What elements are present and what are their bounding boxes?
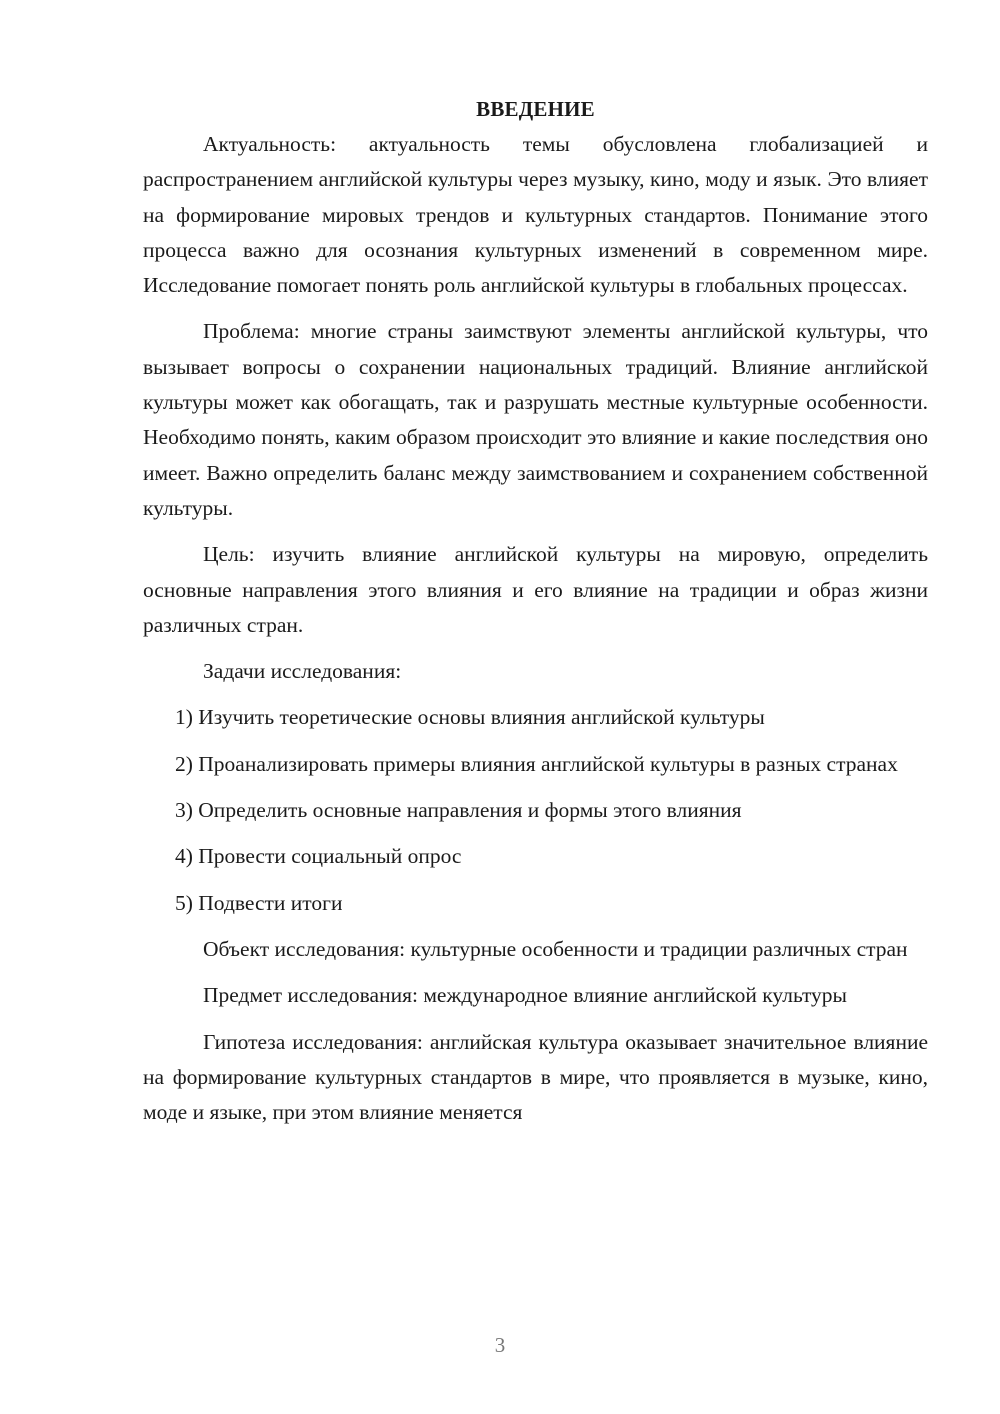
paragraph-relevance: Актуальность: актуальность темы обусловлена глобализацией и распространением английской культуры через музыку, кино, моду и язык. Это влияет на формирование мировых трендов и культурных стандартов. Понимание этого процесса важно для осознания культурных изменений в современном мире. Исследование помогает понять роль английской культуры в глобальных процессах. bbox=[143, 132, 928, 298]
task-item: 3) Определить основные направления и формы этого влияния bbox=[175, 798, 742, 823]
paragraph-spacer bbox=[143, 967, 928, 978]
task-item: 2) Проанализировать примеры влияния английской культуры в разных странах bbox=[175, 751, 898, 776]
paragraph-hypothesis: Гипотеза исследования: английская культура оказывает значительное влияние на формирование культурных стандартов в мире, что проявляется в музыке, кино, моде и языке, при этом влияние меняется bbox=[143, 1029, 928, 1125]
paragraph-spacer bbox=[143, 828, 928, 839]
paragraph-spacer bbox=[143, 303, 928, 314]
page-number: 3 bbox=[494, 1333, 506, 1357]
document-page bbox=[143, 92, 928, 1130]
paragraph-spacer bbox=[143, 921, 928, 932]
task-item: 4) Провести социальный опрос bbox=[175, 844, 462, 869]
paragraph-spacer bbox=[143, 1014, 928, 1025]
tasks-heading: Задачи исследования: bbox=[203, 659, 402, 684]
paragraph-spacer bbox=[143, 526, 928, 537]
paragraph-spacer bbox=[143, 689, 928, 700]
page-title: ВВЕДЕНИЕ bbox=[476, 97, 595, 121]
paragraph-goal: Цель: изучить влияние английской культуры на мировую, определить основные направления этого влияния и его влияние на традиции и образ жизни различных стран. bbox=[143, 542, 928, 637]
paragraph-spacer bbox=[143, 782, 928, 793]
paragraph-spacer bbox=[143, 736, 928, 747]
task-item: 1) Изучить теоретические основы влияния английской культуры bbox=[175, 705, 765, 730]
task-item: 5) Подвести итоги bbox=[175, 890, 343, 915]
paragraph-problem: Проблема: многие страны заимствуют элементы английской культуры, что вызывает вопросы о сохранении национальных традиций. Влияние английской культуры может как обогащать, так и разрушать местные культурные особенности. Необходимо понять, каким образом происходит это влияние и какие последствия оно имеет. Важно определить баланс между заимствованием и сохранением собственной культуры. bbox=[143, 319, 928, 520]
paragraph-spacer bbox=[143, 875, 928, 886]
paragraph-spacer bbox=[143, 643, 928, 654]
paragraph-object: Объект исследования: культурные особенности и традиции различных стран bbox=[203, 936, 908, 961]
paragraph-subject: Предмет исследования: международное влияние английской культуры bbox=[203, 983, 848, 1008]
